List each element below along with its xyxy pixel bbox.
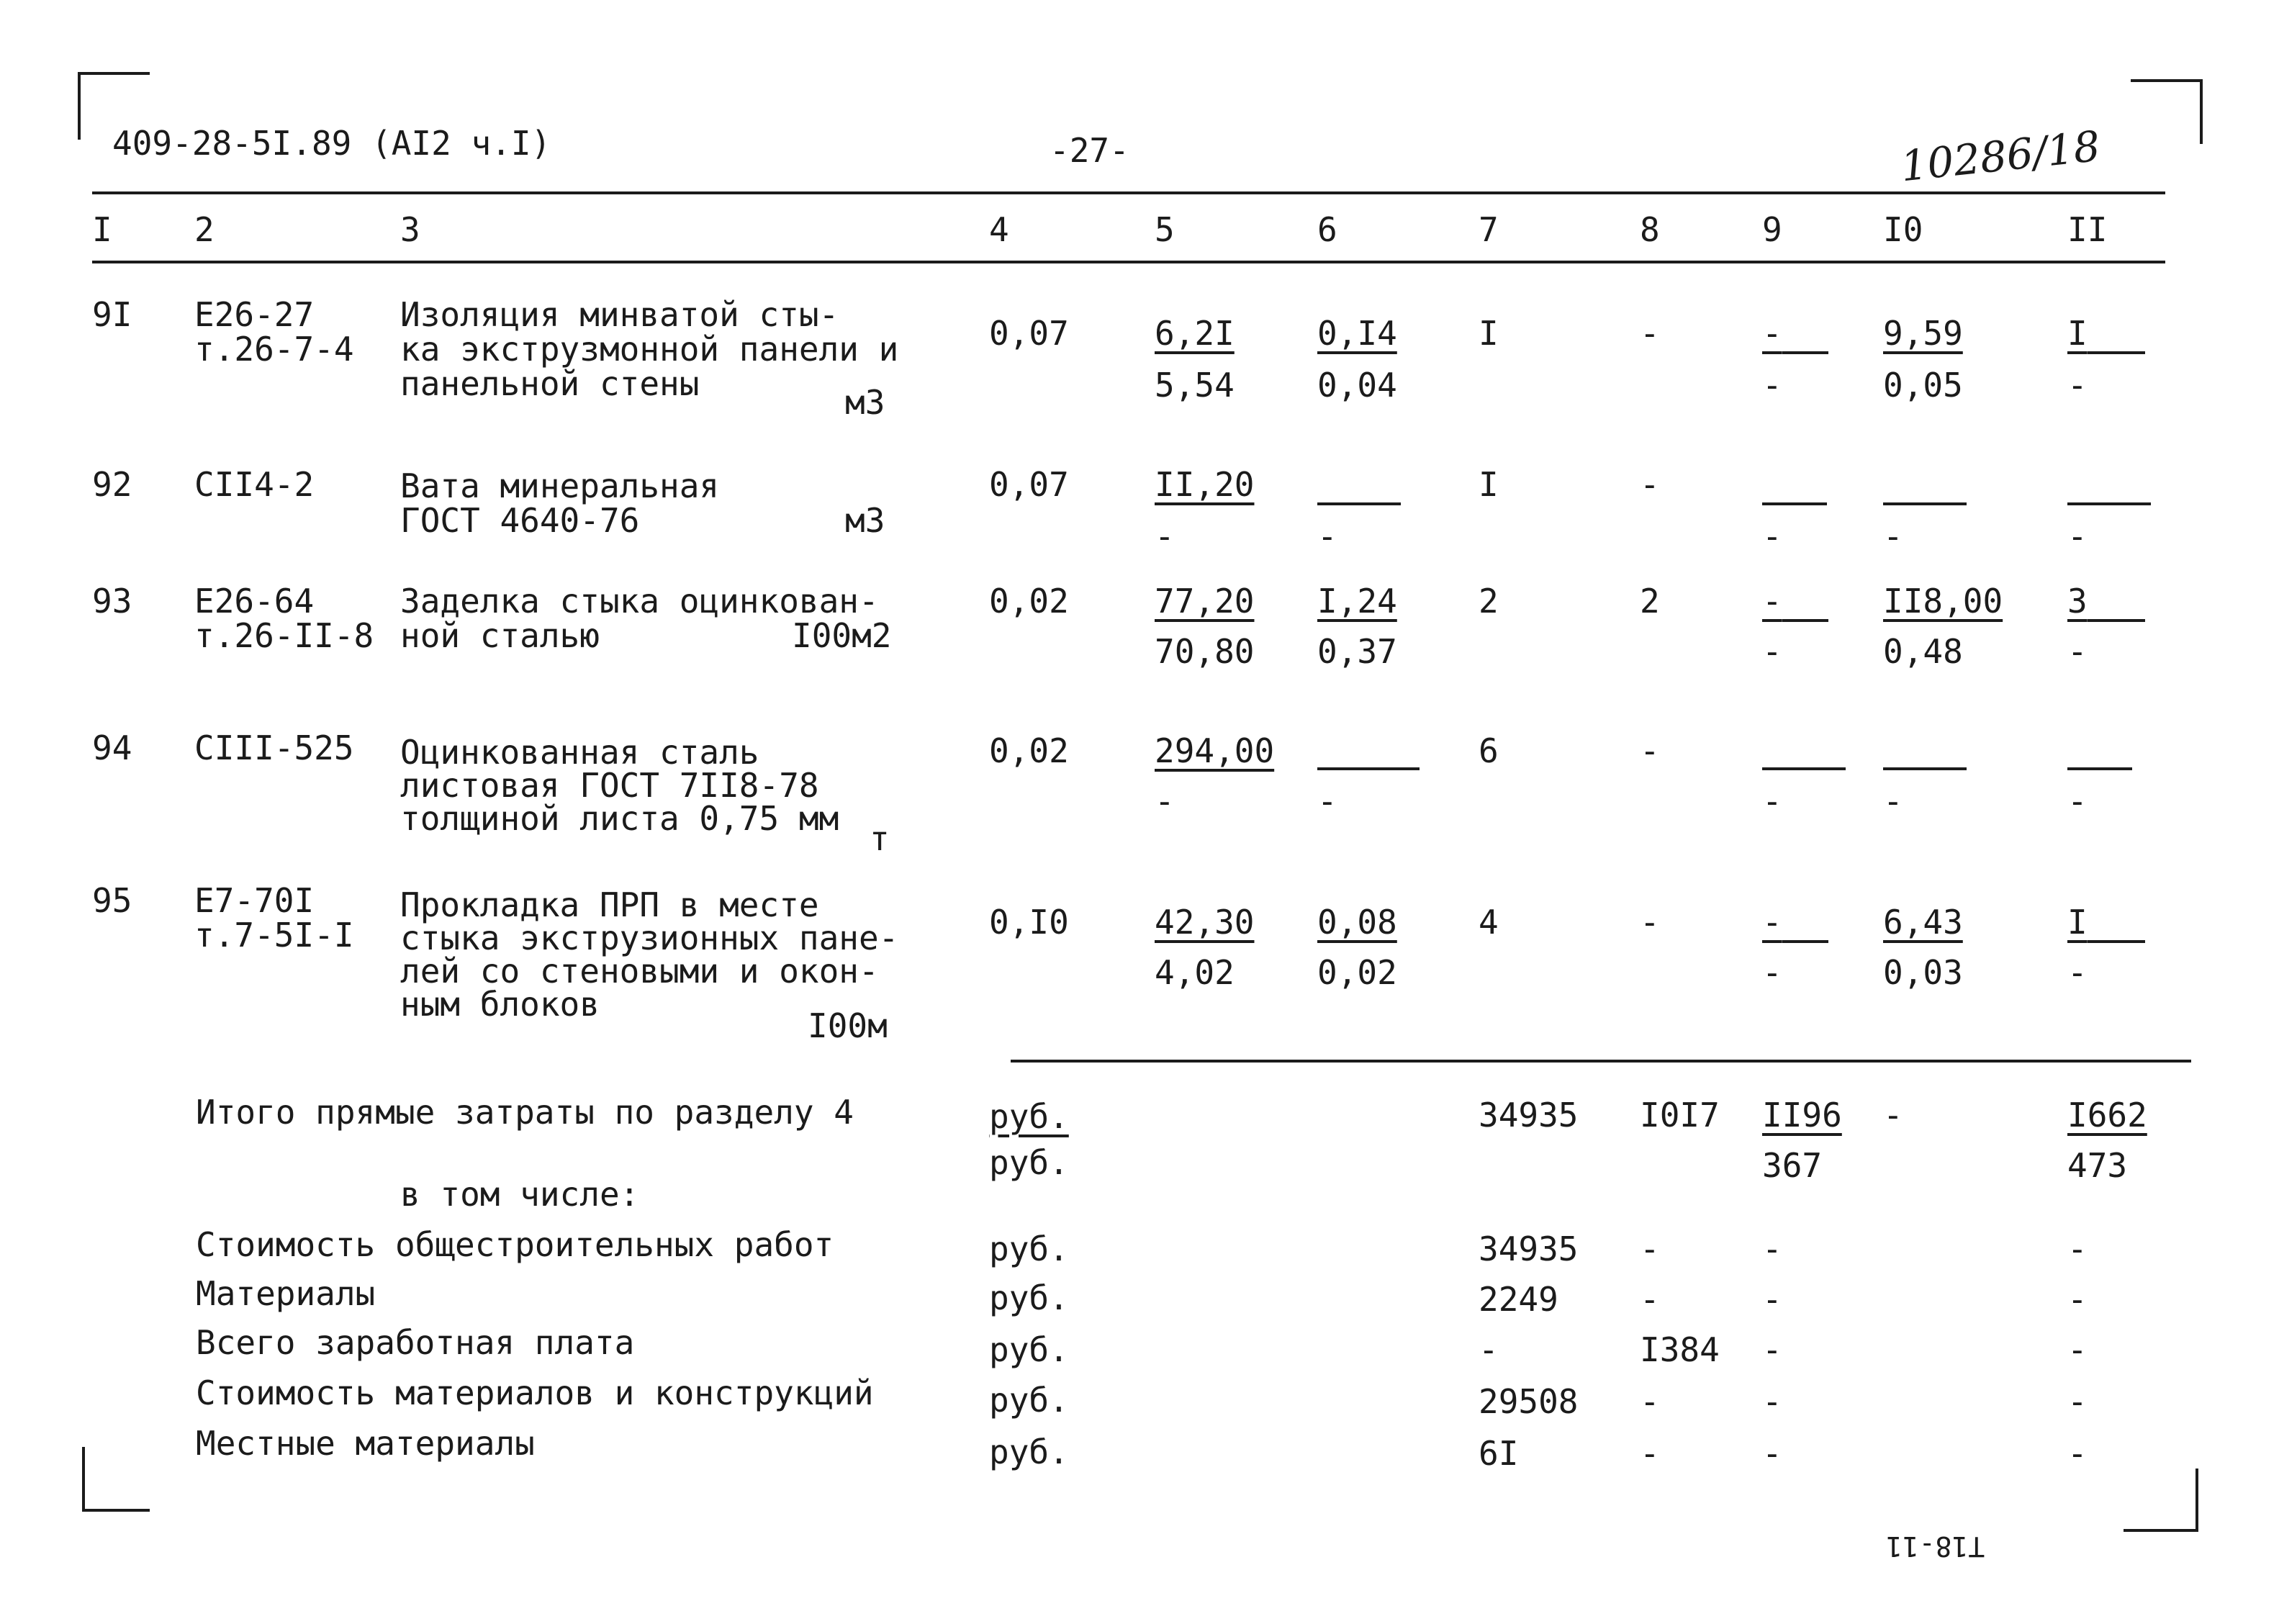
cell-col11-top: 3	[2067, 582, 2088, 621]
breakdown-col8: -	[1640, 1230, 1660, 1268]
totals-rule	[1011, 1060, 2191, 1063]
corner-mark-bottom-left	[82, 1447, 150, 1512]
cell-col5-top: II,20	[1155, 465, 1255, 504]
cell-col11-bottom: -	[2067, 517, 2088, 556]
row-description-line: Оцинкованная сталь	[400, 733, 759, 772]
row-description-line: ка экструзмонной панели и	[400, 330, 899, 369]
row-description-line: Вата минеральная	[400, 466, 720, 505]
breakdown-col11: -	[2067, 1330, 2088, 1369]
totals-col10: -	[1883, 1096, 1903, 1134]
cell-col10-top: 6,43	[1883, 903, 1963, 942]
blank-line-col11	[2067, 502, 2151, 505]
cell-col8: -	[1640, 731, 1660, 770]
cell-col10-bottom: 0,05	[1883, 366, 1963, 405]
totals-unit-top: руб.	[989, 1097, 1069, 1136]
cell-col5-top: 77,20	[1155, 582, 1255, 621]
breakdown-col8: -	[1640, 1280, 1660, 1319]
underline-extension	[1782, 940, 1828, 943]
cell-col6-bottom: 0,02	[1317, 953, 1397, 992]
row-description-line: листовая ГОСТ 7II8-78	[400, 766, 819, 805]
cell-col11-top: I	[2067, 314, 2088, 353]
cell-col9-bottom: -	[1762, 632, 1782, 671]
header-rule-top	[92, 191, 2165, 194]
totals-col11-bottom: 473	[2067, 1146, 2128, 1185]
row-number: 93	[92, 582, 132, 621]
cell-col10-bottom: -	[1883, 517, 1903, 556]
col-header-10: I0	[1883, 210, 1923, 249]
header-rule-bottom	[92, 261, 2165, 263]
row-description-line: лей со стеновыми и окон-	[400, 952, 879, 991]
cell-col7: 4	[1479, 903, 1499, 942]
breakdown-label: Стоимость общестроительных работ	[196, 1225, 834, 1264]
row-unit: I00м2	[792, 616, 892, 655]
row-description-line: ГОСТ 4640-76	[400, 501, 640, 540]
blank-line-col6	[1317, 767, 1420, 770]
col-header-7: 7	[1479, 210, 1499, 249]
cell-col10-bottom: 0,48	[1883, 632, 1963, 671]
underline-extension	[2088, 351, 2145, 354]
row-description-line: Заделка стыка оцинкован-	[400, 582, 879, 621]
cell-col5-bottom: 70,80	[1155, 632, 1255, 671]
row-description-line: ным блоков	[400, 985, 600, 1024]
breakdown-col7: -	[1479, 1330, 1499, 1369]
cell-col7: I	[1479, 314, 1499, 353]
row-description-line: ной сталью	[400, 616, 600, 655]
cell-col8: -	[1640, 903, 1660, 942]
cell-col5-top: 6,2I	[1155, 314, 1235, 353]
breakdown-col9: -	[1762, 1330, 1782, 1369]
totals-label: Итого прямые затраты по разделу 4	[196, 1093, 854, 1132]
row-unit: т	[870, 819, 890, 858]
cell-col11-bottom: -	[2067, 632, 2088, 671]
breakdown-col11: -	[2067, 1230, 2088, 1268]
col-header-6: 6	[1317, 210, 1337, 249]
breakdown-col11: -	[2067, 1434, 2088, 1473]
row-description-line: Прокладка ПРП в месте	[400, 885, 819, 924]
breakdown-col7: 34935	[1479, 1230, 1579, 1268]
handwritten-reference: 10286/18	[1898, 121, 2103, 191]
cell-col5-bottom: 4,02	[1155, 953, 1235, 992]
breakdown-unit: руб.	[989, 1330, 1069, 1369]
row-description-line: толщиной листа 0,75 мм	[400, 799, 839, 838]
cell-col11-bottom: -	[2067, 953, 2088, 992]
row-code-ref: т.26-7-4	[194, 330, 354, 369]
breakdown-unit: руб.	[989, 1278, 1069, 1317]
breakdown-col8: I384	[1640, 1330, 1720, 1369]
cell-col10-top: 9,59	[1883, 314, 1963, 353]
cell-col5-top: 294,00	[1155, 731, 1275, 770]
breakdown-label: Местные материалы	[196, 1424, 535, 1463]
cell-col9-top: -	[1762, 582, 1782, 621]
totals-col8: I0I7	[1640, 1096, 1720, 1134]
cell-col4: 0,02	[989, 731, 1069, 770]
breakdown-col7: 29508	[1479, 1382, 1579, 1421]
row-code: Е26-27	[194, 295, 315, 334]
cell-col6-top: 0,08	[1317, 903, 1397, 942]
row-number: 95	[92, 881, 132, 920]
row-unit: м3	[845, 501, 885, 540]
row-number: 9I	[92, 295, 132, 334]
cell-col4: 0,07	[989, 314, 1069, 353]
breakdown-unit: руб.	[989, 1433, 1069, 1471]
col-header-11: II	[2067, 210, 2108, 249]
cell-col6-top: 0,I4	[1317, 314, 1397, 353]
underline-extension	[1782, 619, 1828, 622]
totals-col9-top: II96	[1762, 1096, 1842, 1134]
col-header-1: I	[92, 210, 112, 249]
totals-col9-bottom: 367	[1762, 1146, 1823, 1185]
cell-col9-top: -	[1762, 314, 1782, 353]
cell-col10-top: II8,00	[1883, 582, 2003, 621]
cell-col11-top: I	[2067, 903, 2088, 942]
row-description-line: Изоляция минватой сты-	[400, 295, 839, 334]
cell-col6-top: I,24	[1317, 582, 1397, 621]
cell-col8: 2	[1640, 582, 1660, 621]
totals-col11-top: I662	[2067, 1096, 2147, 1134]
breakdown-label: Стоимость материалов и конструкций	[196, 1373, 874, 1412]
cell-col7: 6	[1479, 731, 1499, 770]
cell-col6-bottom: -	[1317, 517, 1337, 556]
cell-col11-bottom: -	[2067, 366, 2088, 405]
breakdown-col11: -	[2067, 1280, 2088, 1319]
breakdown-col7: 2249	[1479, 1280, 1558, 1319]
breakdown-col8: -	[1640, 1382, 1660, 1421]
blank-line-col9	[1762, 767, 1846, 770]
corner-mark-top-right	[2131, 79, 2203, 144]
breakdown-col9: -	[1762, 1280, 1782, 1319]
row-code-ref: т.7-5I-I	[194, 916, 354, 955]
blank-line-col9	[1762, 502, 1827, 505]
cell-col6-bottom: -	[1317, 782, 1337, 821]
cell-col5-bottom: -	[1155, 782, 1175, 821]
footer-stamp-text: Т18-11	[1886, 1530, 1985, 1562]
breakdown-col7: 6I	[1479, 1434, 1519, 1473]
cell-col4: 0,07	[989, 465, 1069, 504]
row-code: СIII-525	[194, 728, 354, 767]
blank-line-col10	[1883, 767, 1967, 770]
cell-col11-bottom: -	[2067, 782, 2088, 821]
cell-col5-bottom: -	[1155, 517, 1175, 556]
cell-col5-top: 42,30	[1155, 903, 1255, 942]
totals-col7: 34935	[1479, 1096, 1579, 1134]
cell-col4: 0,02	[989, 582, 1069, 621]
breakdown-col9: -	[1762, 1382, 1782, 1421]
cell-col9-bottom: -	[1762, 953, 1782, 992]
cell-col9-bottom: -	[1762, 517, 1782, 556]
breakdown-unit: руб.	[989, 1381, 1069, 1420]
col-header-2: 2	[194, 210, 215, 249]
cell-col10-bottom: 0,03	[1883, 953, 1963, 992]
footer-stamp	[1886, 1528, 1985, 1561]
blank-line-col10	[1883, 502, 1967, 505]
cell-col9-bottom: -	[1762, 366, 1782, 405]
row-code-ref: т.26-II-8	[194, 616, 374, 655]
row-code: Е26-64	[194, 582, 315, 621]
col-header-4: 4	[989, 210, 1009, 249]
breakdown-unit: руб.	[989, 1230, 1069, 1268]
breakdown-col8: -	[1640, 1434, 1660, 1473]
row-code: Е7-70I	[194, 881, 315, 920]
including-label: в том числе:	[400, 1175, 640, 1214]
cell-col8: -	[1640, 465, 1660, 504]
row-description-line: панельной стены	[400, 364, 700, 403]
col-header-5: 5	[1155, 210, 1175, 249]
breakdown-col11: -	[2067, 1382, 2088, 1421]
cell-col8: -	[1640, 314, 1660, 353]
blank-line-col6	[1317, 502, 1401, 505]
page-number: -27-	[1050, 131, 1129, 170]
row-code: СII4-2	[194, 465, 315, 504]
cell-col10-bottom: -	[1883, 782, 1903, 821]
breakdown-label: Всего заработная плата	[196, 1323, 635, 1362]
row-number: 92	[92, 465, 132, 504]
col-header-3: 3	[400, 210, 420, 249]
document-code: 409-28-5I.89 (AI2 ч.I)	[112, 124, 551, 163]
breakdown-label: Материалы	[196, 1274, 376, 1313]
cell-col9-bottom: -	[1762, 782, 1782, 821]
underline-extension	[2088, 940, 2145, 943]
row-number: 94	[92, 728, 132, 767]
breakdown-col9: -	[1762, 1230, 1782, 1268]
blank-line-col11	[2067, 767, 2132, 770]
row-description-line: стыка экструзионных пане-	[400, 919, 899, 957]
row-unit: I00м	[808, 1006, 888, 1045]
cell-col7: 2	[1479, 582, 1499, 621]
cell-col9-top: -	[1762, 903, 1782, 942]
underline-extension	[2088, 619, 2145, 622]
cell-col6-bottom: 0,04	[1317, 366, 1397, 405]
breakdown-col9: -	[1762, 1434, 1782, 1473]
col-header-8: 8	[1640, 210, 1660, 249]
underline-extension	[1782, 351, 1828, 354]
cell-col5-bottom: 5,54	[1155, 366, 1235, 405]
row-unit: м3	[845, 383, 885, 422]
corner-mark-bottom-right	[2124, 1469, 2198, 1532]
totals-unit-bottom: руб.	[989, 1143, 1069, 1182]
cell-col4: 0,I0	[989, 903, 1069, 942]
cell-col6-bottom: 0,37	[1317, 632, 1397, 671]
col-header-9: 9	[1762, 210, 1782, 249]
cell-col7: I	[1479, 465, 1499, 504]
